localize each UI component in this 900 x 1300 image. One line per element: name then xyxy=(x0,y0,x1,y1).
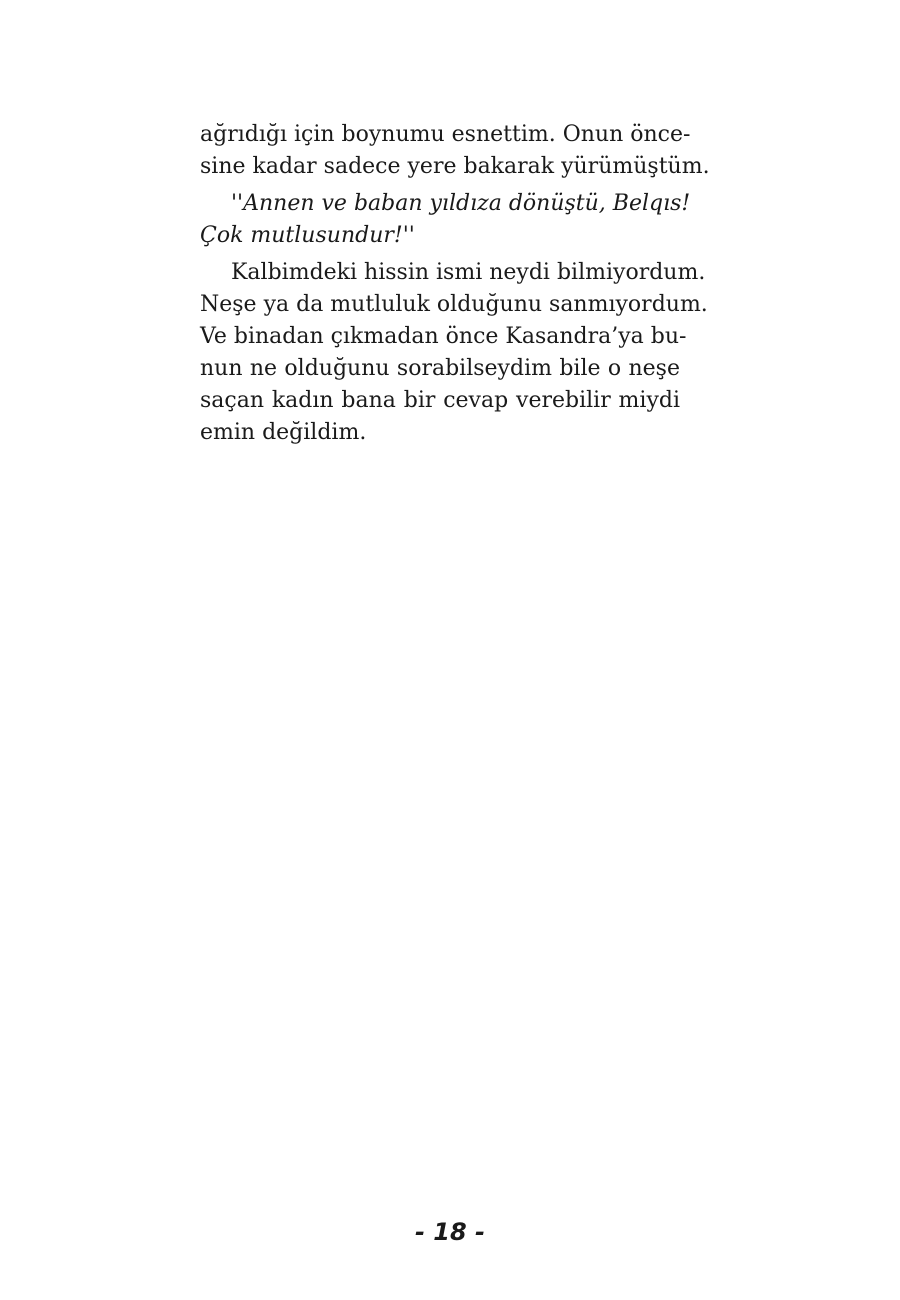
text-line: Kalbimdeki hissin ismi neydi bilmiyordum. xyxy=(231,260,706,285)
text-line: Çok mutlusundur!'' xyxy=(200,223,415,248)
page-number: - 18 - xyxy=(414,1218,486,1246)
text-line: ''Annen ve baban yıldıza dönüştü, Belqıs! xyxy=(231,191,691,216)
text-line: nun ne olduğunu sorabilseydim bile o neşe xyxy=(200,356,680,381)
body-text xyxy=(200,119,710,449)
text-line: saçan kadın bana bir cevap verebilir miydi xyxy=(200,388,680,413)
paragraph-3 xyxy=(200,257,708,449)
text-line: Neşe ya da mutluluk olduğunu sanmıyordum. xyxy=(200,292,708,317)
text-line: ağrıdığı için boynumu esnettim. Onun önce- xyxy=(200,122,691,147)
paragraph-1 xyxy=(200,119,710,183)
paragraph-2-quote xyxy=(200,188,691,252)
text-line: sine kadar sadece yere bakarak yürümüştüm. xyxy=(200,154,710,179)
text-line: emin değildim. xyxy=(200,420,367,445)
text-line: Ve binadan çıkmadan önce Kasandra’ya bu- xyxy=(200,324,687,349)
